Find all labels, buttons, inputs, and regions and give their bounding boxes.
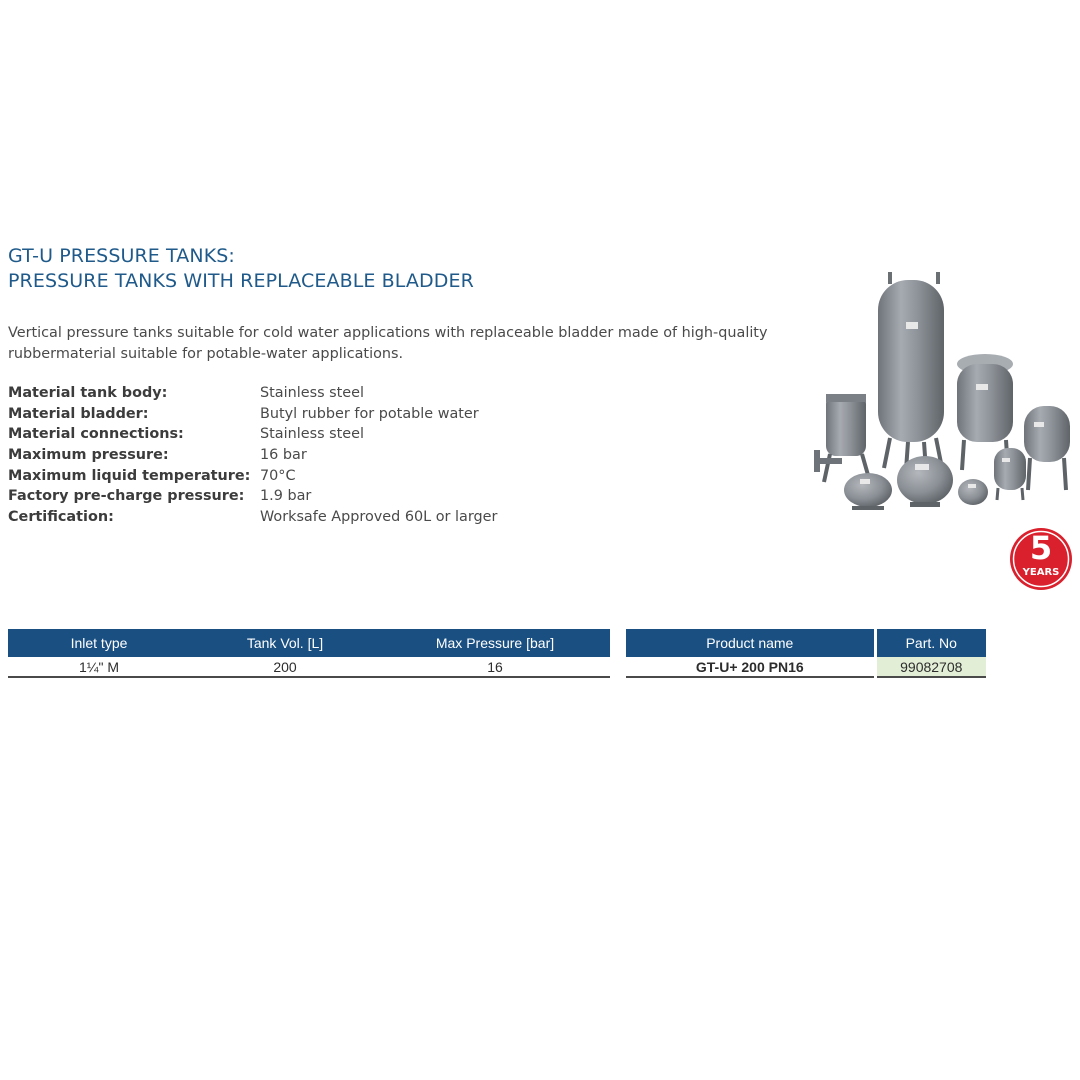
spec-row — [8, 486, 568, 507]
spec-table-header — [8, 629, 610, 657]
warranty-number: 5 — [1029, 529, 1053, 567]
spec-label: Material connections: — [8, 426, 184, 443]
column-header-part-no: Part. No — [875, 629, 986, 657]
spec-value: 16 bar — [260, 447, 307, 464]
product-table-header — [626, 629, 986, 657]
cell-product-name: GT-U+ 200 PN16 — [626, 657, 875, 677]
tank-tall — [878, 272, 944, 470]
spec-row — [8, 404, 568, 425]
spec-label: Certification: — [8, 508, 114, 525]
tank-right — [1024, 406, 1070, 490]
page-title — [8, 244, 474, 294]
tank-small-vertical — [994, 448, 1026, 500]
cell-tank-volume: 200 — [190, 657, 380, 677]
cell-max-pressure: 16 — [380, 657, 610, 677]
column-header-inlet-type: Inlet type — [8, 629, 190, 657]
tank-mini — [958, 479, 988, 505]
title-line-2: PRESSURE TANKS WITH REPLACEABLE BLADDER — [8, 270, 474, 292]
title-line-1: GT-U PRESSURE TANKS: — [8, 245, 235, 267]
spec-label: Maximum pressure: — [8, 447, 169, 464]
spec-value: Stainless steel — [260, 426, 364, 443]
spec-row — [8, 383, 568, 404]
spec-label: Maximum liquid temperature: — [8, 467, 251, 484]
tank-horizontal-large — [897, 456, 953, 507]
column-header-tank-volume: Tank Vol. [L] — [190, 629, 380, 657]
spec-row — [8, 465, 568, 486]
spec-row — [8, 445, 568, 466]
spec-label: Material bladder: — [8, 405, 149, 422]
spec-value: Butyl rubber for potable water — [260, 405, 479, 422]
tank-horizontal-small — [844, 473, 892, 510]
spec-value: 1.9 bar — [260, 488, 312, 505]
cell-inlet-type: 1¼" M — [8, 657, 190, 677]
spec-value: Worksafe Approved 60L or larger — [260, 508, 498, 525]
spec-label: Material tank body: — [8, 385, 168, 402]
column-header-max-pressure: Max Pressure [bar] — [380, 629, 610, 657]
table-row — [626, 657, 986, 677]
warranty-text: YEARS — [1022, 567, 1060, 578]
spec-row — [8, 507, 568, 528]
cell-part-no: 99082708 — [875, 657, 986, 677]
spec-table — [8, 629, 610, 678]
column-header-product-name: Product name — [626, 629, 875, 657]
spec-label: Factory pre-charge pressure: — [8, 488, 245, 505]
spec-value: 70°C — [260, 467, 296, 484]
spec-list — [8, 383, 568, 527]
intro-text: Vertical pressure tanks suitable for cold water applications with replaceable bladder made of high-quality rubbermaterial suitable for potable-water applications. — [8, 325, 768, 362]
table-row — [8, 657, 610, 677]
spec-value: Stainless steel — [260, 385, 364, 402]
spec-row — [8, 424, 568, 445]
warranty-badge — [1009, 527, 1073, 591]
tank-left-frame — [814, 394, 870, 482]
product-table — [626, 629, 986, 678]
